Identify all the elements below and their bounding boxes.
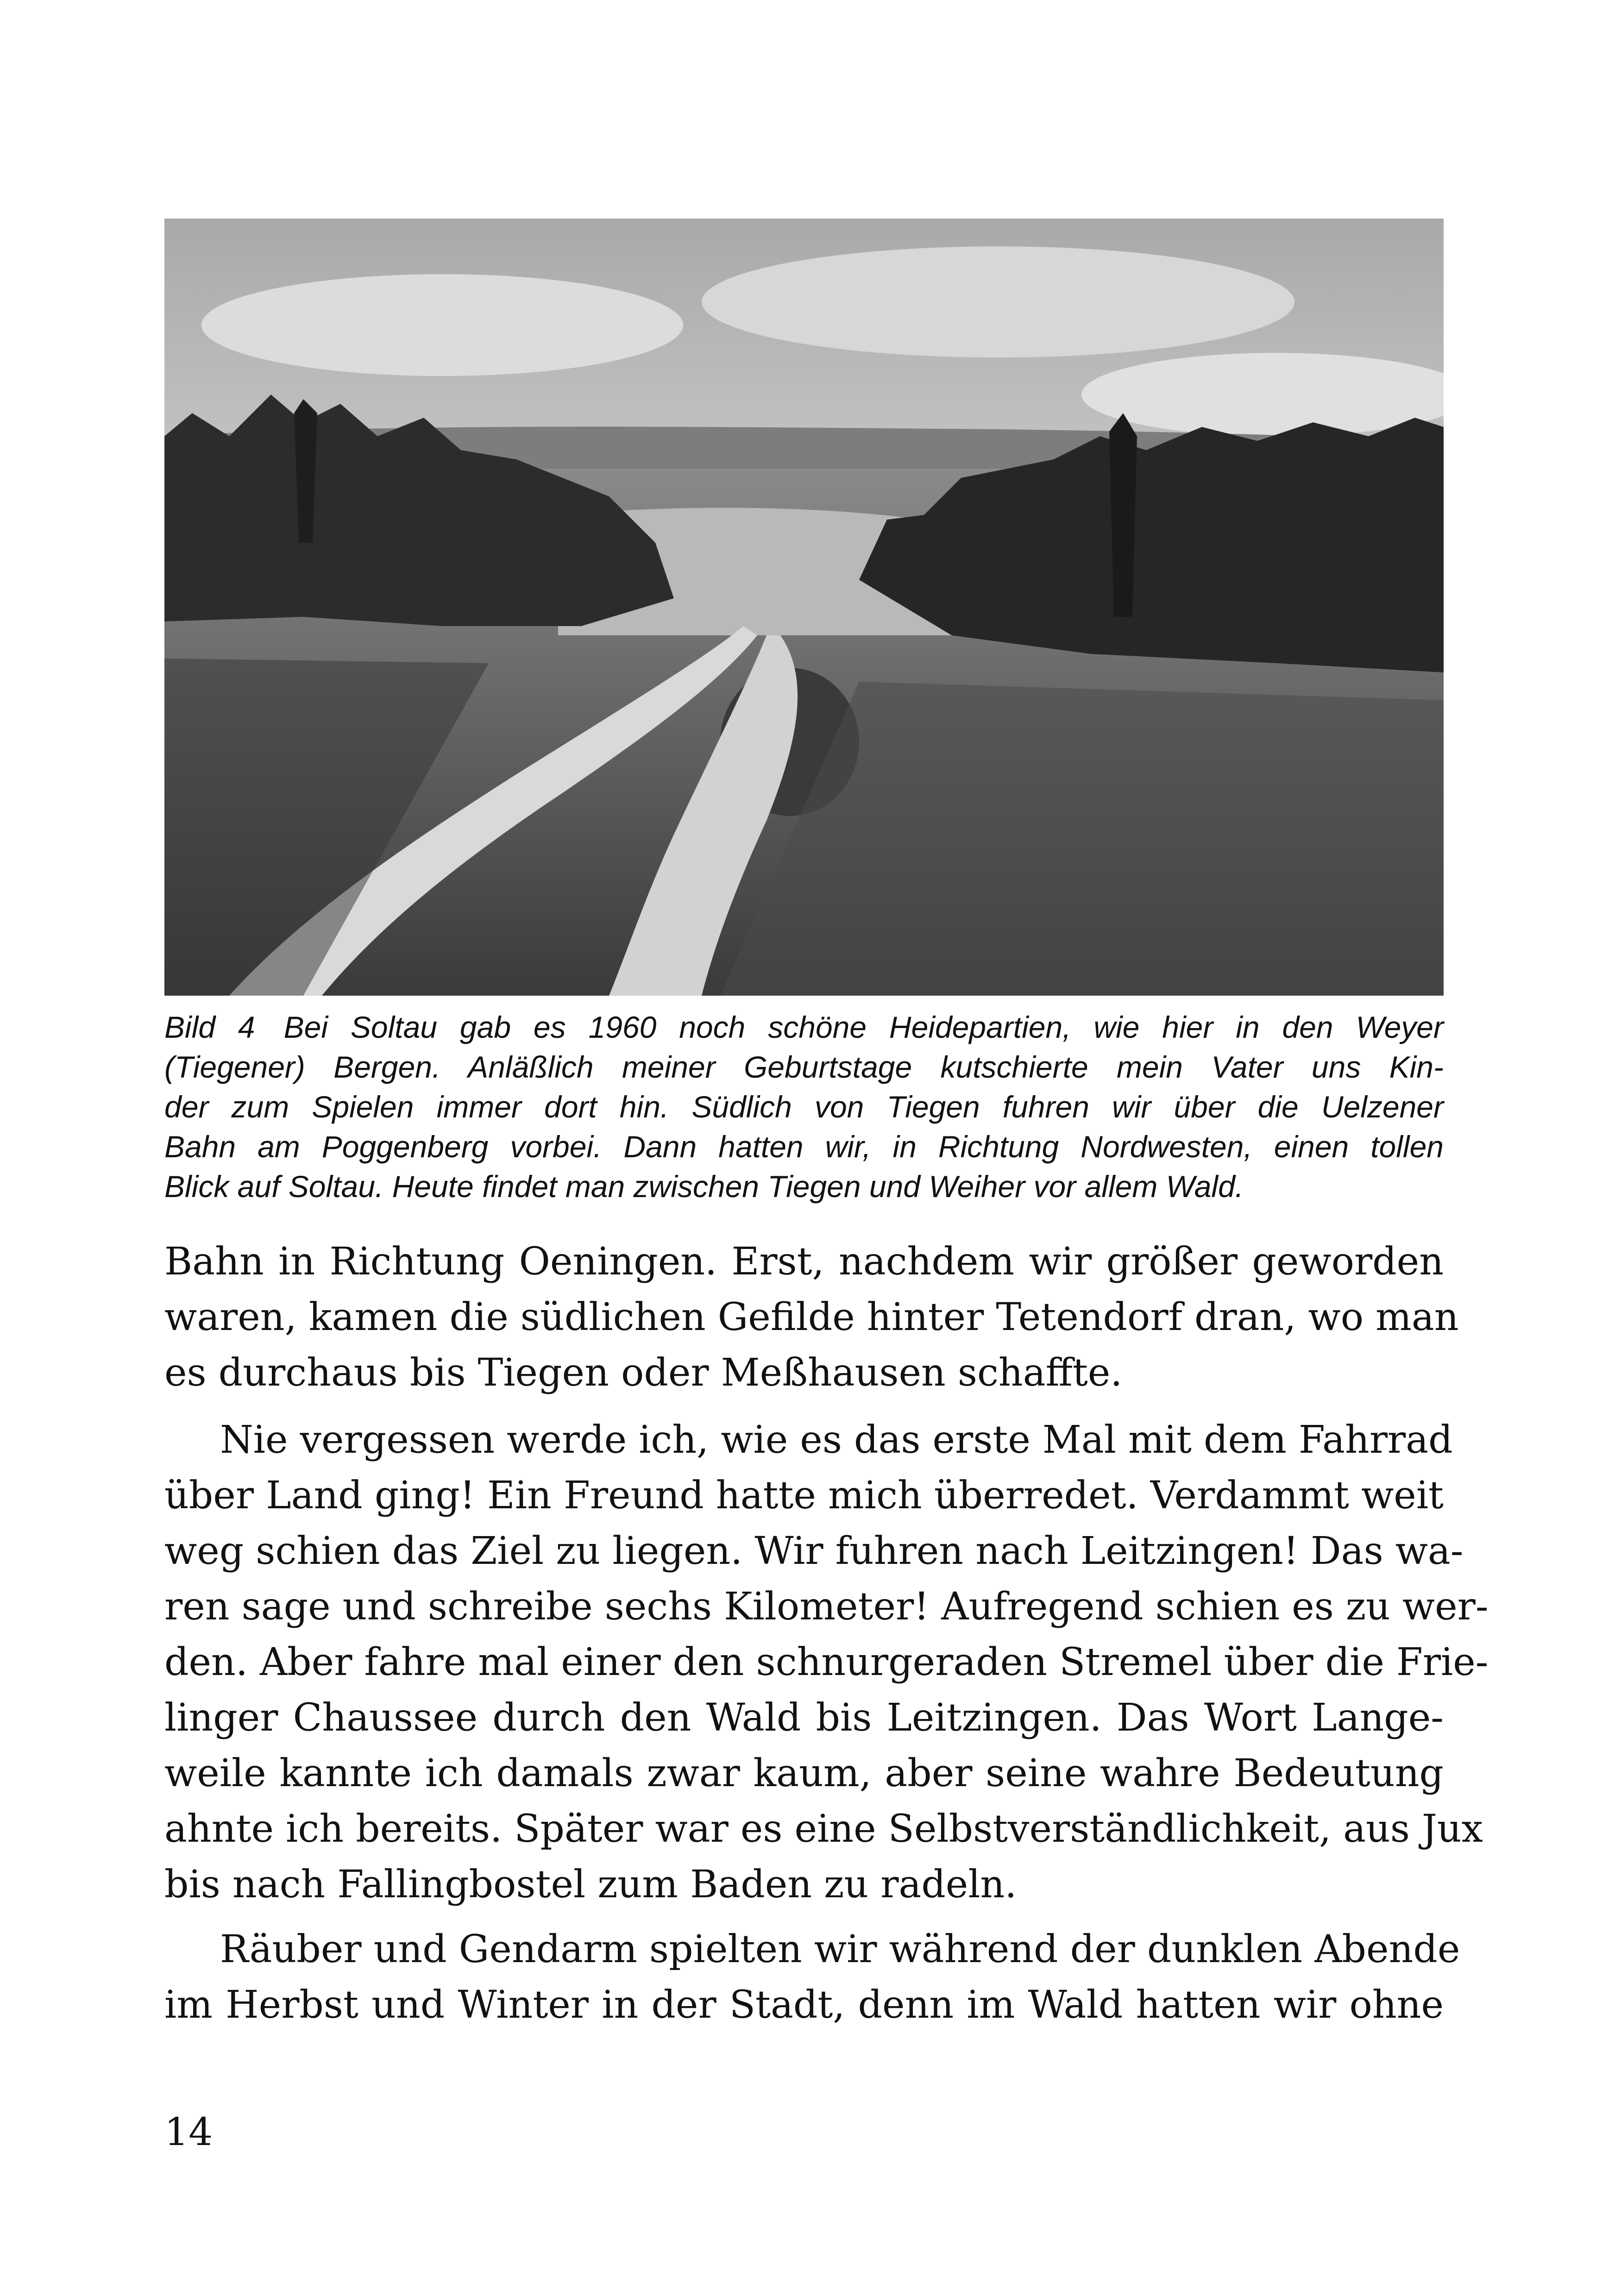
heath-landscape-image — [164, 219, 1444, 996]
caption-line: (Tiegener) Bergen. Anläßlich meiner Geburtstage kutschierte mein Vater uns Kin- — [164, 1050, 1444, 1084]
paragraph-line: linger Chaussee durch den Wald bis Leitzingen. Das Wort Lange- — [164, 1696, 1444, 1740]
paragraph-line: Bahn in Richtung Oeningen. Erst, nachdem wir größer geworden — [164, 1240, 1444, 1284]
paragraph-line: Nie vergessen werde ich, wie es das erste Mal mit dem Fahrrad — [220, 1418, 1453, 1462]
paragraph-line: ahnte ich bereits. Später war es eine Selbstverständlichkeit, aus Jux — [164, 1807, 1483, 1851]
paragraph-line: weg schien das Ziel zu liegen. Wir fuhren nach Leitzingen! Das wa- — [164, 1529, 1464, 1573]
caption-line — [164, 1007, 1444, 1047]
paragraph-line: es durchaus bis Tiegen oder Meßhausen schaffte. — [164, 1351, 1123, 1395]
paragraph-line: im Herbst und Winter in der Stadt, denn im Wald hatten wir ohne — [164, 1983, 1444, 2027]
paragraph-line: waren, kamen die südlichen Gefilde hinter Tetendorf dran, wo man — [164, 1295, 1459, 1339]
page-number: 14 — [164, 2110, 213, 2154]
body-paragraph — [164, 1922, 1460, 2033]
heath-landscape-photo — [164, 219, 1444, 996]
caption-line-text: Bei Soltau gab es 1960 noch schöne Heidepartien, wie hier in den Weyer — [283, 1010, 1444, 1044]
caption-line: Bahn am Poggenberg vorbei. Dann hatten wir, in Richtung Nordwesten, einen tollen — [164, 1129, 1444, 1164]
body-paragraph — [164, 1234, 1459, 1401]
figure-caption — [164, 1007, 1444, 1206]
paragraph-line: bis nach Fallingbostel zum Baden zu radeln. — [164, 1863, 1017, 1907]
body-paragraph — [164, 1412, 1489, 1913]
paragraph-line: Räuber und Gendarm spielten wir während der dunklen Abende — [220, 1927, 1460, 1971]
paragraph-line: über Land ging! Ein Freund hatte mich überredet. Verdammt weit — [164, 1474, 1444, 1518]
caption-line: Blick auf Soltau. Heute findet man zwischen Tiegen und Weiher vor allem Wald. — [164, 1169, 1244, 1204]
caption-label: Bild 4 — [164, 1010, 255, 1044]
paragraph-line: weile kannte ich damals zwar kaum, aber seine wahre Bedeutung — [164, 1751, 1444, 1795]
caption-line: der zum Spielen immer dort hin. Südlich von Tiegen fuhren wir über die Uelzener — [164, 1090, 1444, 1124]
paragraph-line: ren sage und schreibe sechs Kilometer! Aufregend schien es zu wer- — [164, 1585, 1489, 1629]
paragraph-line: den. Aber fahre mal einer den schnurgeraden Stremel über die Frie- — [164, 1640, 1489, 1684]
